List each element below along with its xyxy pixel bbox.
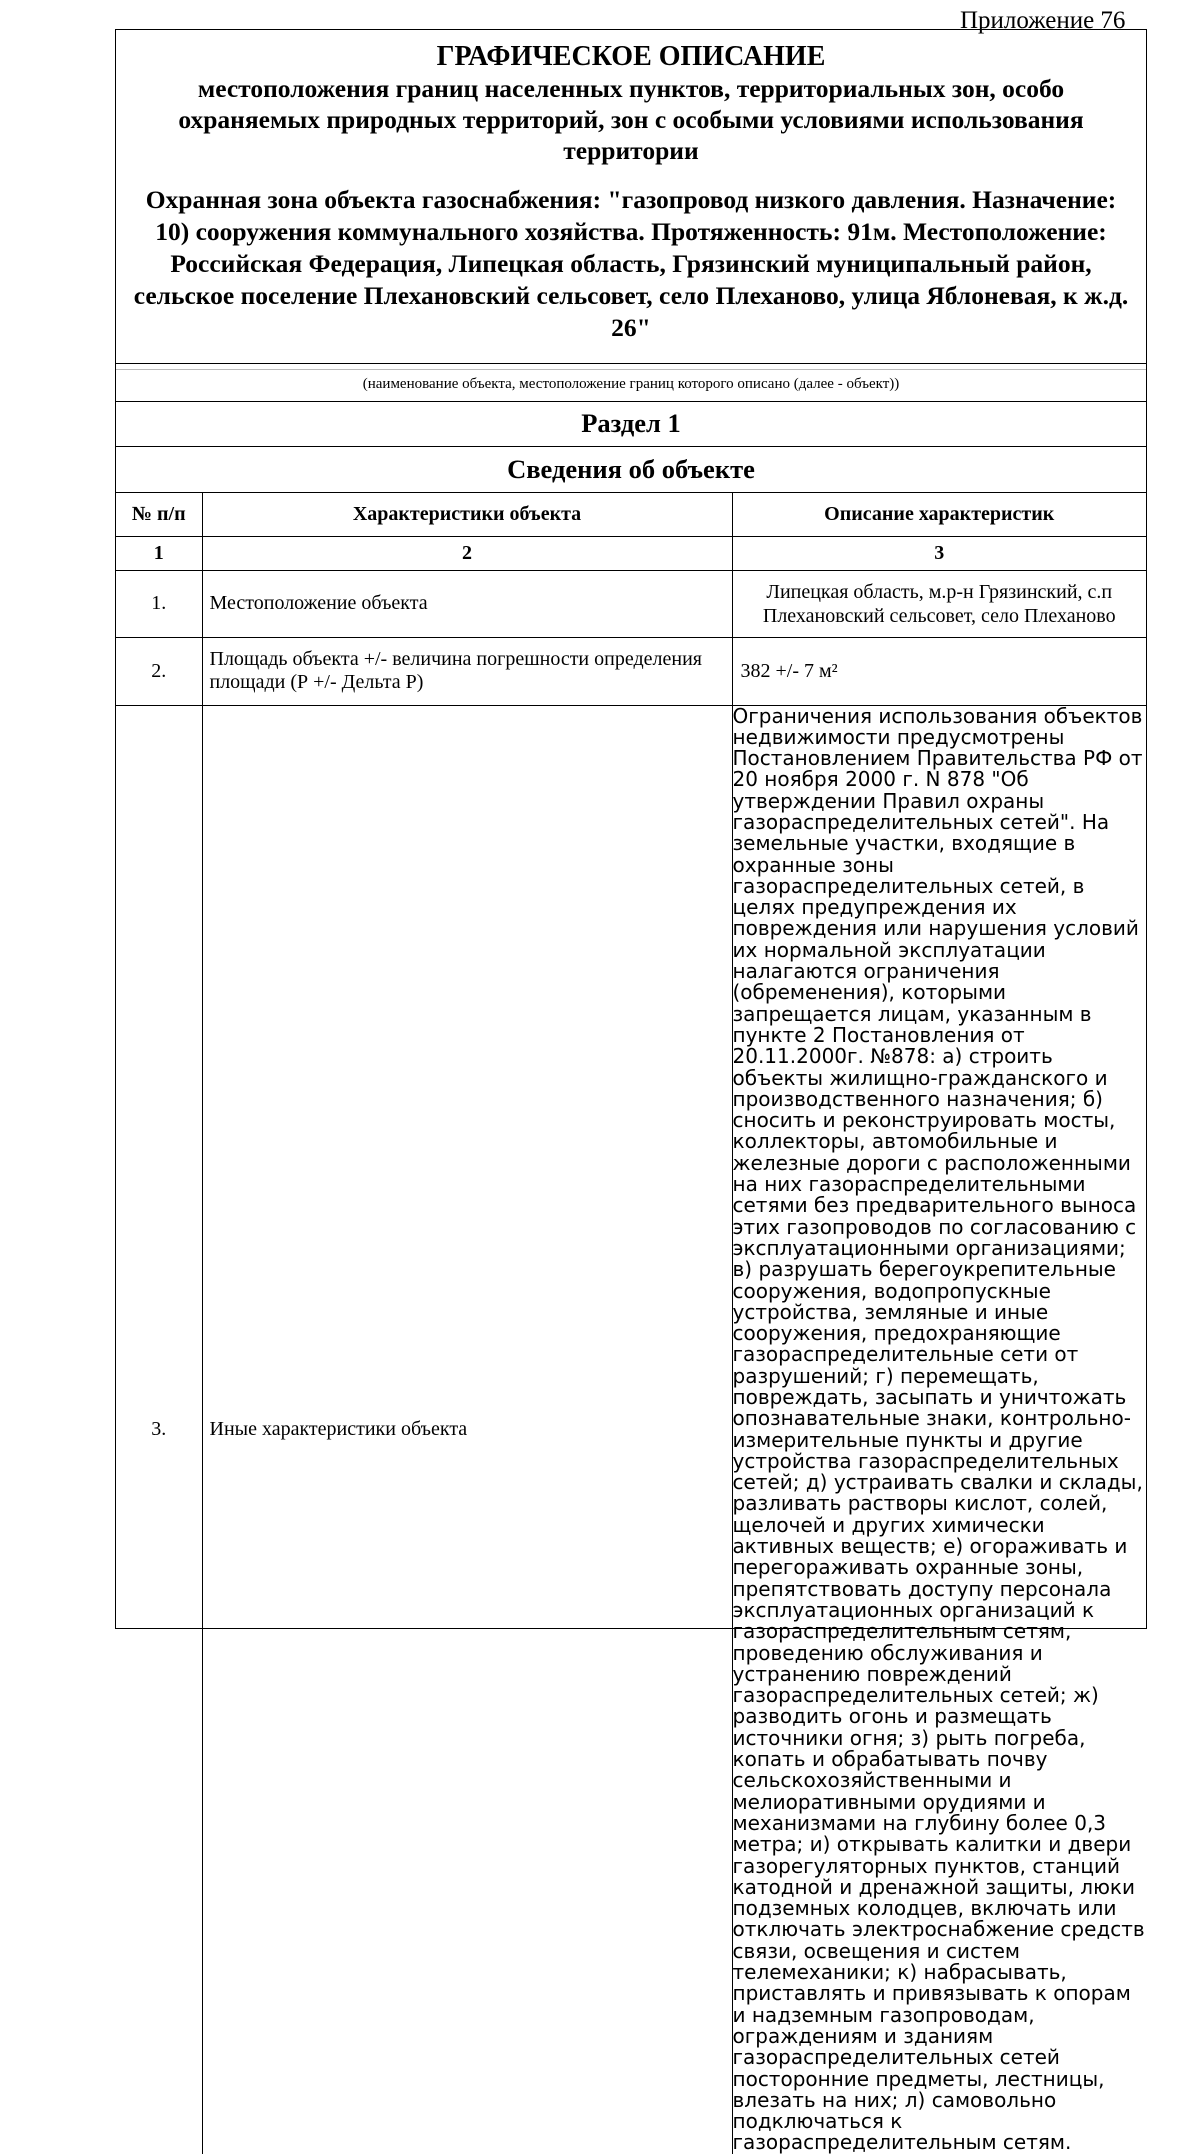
caption-divider [116,369,1146,370]
table-row [116,637,1146,705]
document-frame [115,29,1147,2154]
row-characteristic: Иные характеристики объекта [202,705,732,2154]
row-description: Липецкая область, м.р-н Грязинский, с.п Плехановский сельсовет, село Плеханово [732,570,1146,637]
section-title: Раздел 1 [116,401,1146,447]
object-caption: (наименование объекта, местоположение границ которого описано (далее - объект)) [362,376,900,392]
row-description [732,705,1146,2154]
row-number: 2. [116,637,202,705]
document-title: ГРАФИЧЕСКОЕ ОПИСАНИЕ [436,41,826,72]
row-description: 382 +/- 7 м² [732,637,1146,705]
section-subtitle: Сведения об объекте [116,447,1146,493]
row-characteristic: Площадь объекта +/- величина погрешности определения площади (Р +/- Дельта Р) [202,637,732,705]
document-subtitle: местоположения границ населенных пунктов, территориальных зон, особо охраняемых природных территорий, зон с особыми условиями использования территории [178,74,1084,165]
row-characteristic: Местоположение объекта [202,570,732,637]
header-cell-description: Описание характеристик [732,493,1146,536]
column-number-2: 2 [202,536,732,570]
document-header [116,30,1146,364]
object-info-table [116,493,1146,2154]
row-number: 1. [116,570,202,637]
caption-row [116,363,1146,402]
header-cell-number: № п/п [116,493,202,536]
header-cell-characteristic: Характеристики объекта [202,493,732,536]
table-row [116,705,1146,2154]
column-number-row [116,536,1146,570]
restrictions-text: Ограничения использования объектов недвижимости предусмотрены Постановлением Правительства РФ от 20 ноября 2000 г. N 878 "Об утверждении Правил охраны газораспределительных сетей". На земельные участки, входящие в охранные зоны газораспределительных сетей, в целях предупреждения их повреждения или нарушения условий их нормальной эксплуатации налагаются ограничения (обременения), которыми запрещается лицам, указанным в пункте 2 Постановления от 20.11.2000г. №878: а) строить объекты жилищно-гражданского и производственного назначения; б) сносить и реконструировать мосты, коллекторы, автомобильные и железные дороги с расположенными на них газораспределительными сетями без предварительного выноса этих газопроводов по согласованию с эксплуатационными организациями; в) разрушать берегоукрепительные сооружения, водопропускные устройства, земляные и иные сооружения, предохраняющие газораспределительные сети от разрушений; г) перемещать, повреждать, засыпать и уничтожать опознавательные знаки, контрольно-измерительные пункты и другие устройства газораспределительных сетей; д) устраивать свалки и склады, разливать растворы кислот, солей, щелочей и других химически активных веществ; е) огораживать и перегораживать охранные зоны, препятствовать доступу персонала эксплуатационных организаций к газораспределительным сетям, проведению обслуживания и устранению повреждений газораспределительных сетей; ж) разводить огонь и размещать источники огня; з) рыть погреба, копать и обрабатывать почву сельскохозяйственными и мелиоративными орудиями и механизмами на глубину более 0,3 метра; и) открывать калитки и двери газорегуляторных пунктов, станций катодной и дренажной защиты, люки подземных колодцев, включать или отключать электроснабжение средств связи, освещения и систем телемеханики; к) набрасывать, приставлять и привязывать к опорам и надземным газопроводам, ограждениям и зданиям газораспределительных сетей посторонние предметы, лестницы, влезать на них; л) самовольно подключаться к газораспределительным сетям. [732,703,1145,2154]
table-header-row [116,493,1146,536]
column-number-1: 1 [116,536,202,570]
column-number-3: 3 [732,536,1146,570]
object-name: Охранная зона объекта газоснабжения: "газопровод низкого давления. Назначение: 10) сооружения коммунального хозяйства. Протяженность: 91м. Местоположение: Российская Федерация, Липецкая область, Грязинский муниципальный район, сельское поселение Плехановский сельсовет, село Плеханово, улица Яблоневая, к ж.д. 26" [133,185,1129,342]
row-number: 3. [116,705,202,2154]
table-row [116,570,1146,637]
appendix-label: Приложение 76 [960,7,1126,34]
